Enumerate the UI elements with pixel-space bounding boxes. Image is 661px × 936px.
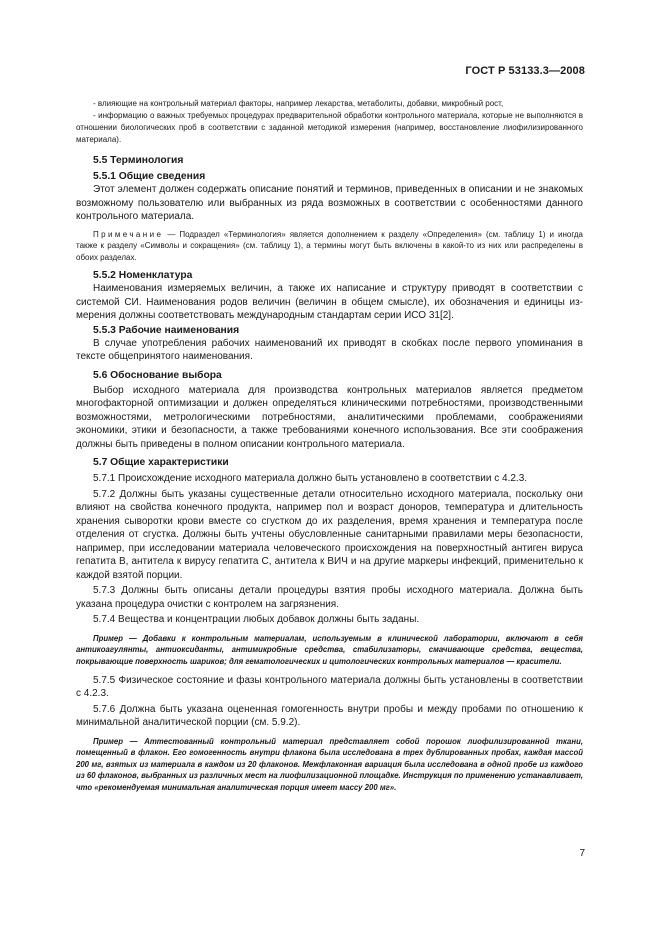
page-content xyxy=(76,98,583,794)
paragraph-5-7-3: 5.7.3 Должны быть описаны детали процедуры взятия пробы исходного материала. Должна быть указана процедура очистки с контролем на загрязнения. xyxy=(76,585,583,610)
note-label: Примечание xyxy=(93,229,164,239)
section-heading-5-5: 5.5 Терминология xyxy=(93,155,184,166)
paragraph-5-6: Выбор исходного материала для производства контрольных материалов является предметом многофакторной оптимизации и должен определяться клиническими потребностями, производственными возможностями, метрологическими потребностями, аналитическими проблемами, соображениями экономики, этики и безопасности, а также требованиями конечного использования. Все эти соображения должны быть приведены в полном описании контрольного материала. xyxy=(76,384,583,450)
note-text: — Подраздел «Терминология» является дополнением к разделу «Определения» (см. таблицу 1) и иногда также к разделу «Символы и сокращения» (см. таблицу 1), а термины могут быть включены в какой-то из них или распределены в обоих разделах. xyxy=(76,229,583,262)
example-paragraph: Пример — Аттестованный контрольный материал представляет собой порошок лиофилизированной ткани, помещенный в флакон. Его гомогенность внутри флакона была исследована в трех дублированных пробах, каждая массой 200 мг, взятых из материала в каждом из 20 флаконов. Межфлаконная вариация была исследована в одной пробе из каждого из 60 флаконов, выбранных из различных мест на лиофилизационной площадке. Инструкция по применению устанавливает, что «рекомендуемая минимальная аналитическая порция имеет массу 200 мг». xyxy=(76,736,583,792)
list-item: - информацию о важных требуемых процедурах предварительной обработки контрольного материала, которые не выполняются в отношении биологических проб в соответствии с заданной методикой измерения (например, восстановление лиофилизированного материала). xyxy=(76,111,583,144)
section-heading-5-6: 5.6 Обоснование выбора xyxy=(93,369,222,381)
note-paragraph xyxy=(76,229,583,264)
example-paragraph: Пример — Добавки к контрольным материалам, используемым в клинической лаборатории, включают в себя антикоагулянты, антиоксиданты, антимикробные средства, стабилизаторы, смачивающие средства, вещества, покрывающие поверхность шариков; для гематологических и цитологических контрольных материалов — красители. xyxy=(76,633,583,666)
page-number: 7 xyxy=(579,848,585,859)
paragraph-5-7-6: 5.7.6 Должна быть указана оцененная гомогенность внутри пробы и между пробами по отношению к минимальной аналитической порции (см. 5.9.2). xyxy=(76,703,583,729)
section-heading-5-5-2: 5.5.2 Номенклатура xyxy=(93,270,193,282)
section-heading-5-5-3: 5.5.3 Рабочие наименования xyxy=(93,324,240,336)
list-item: - влияющие на контрольный материал факторы, например лекарства, метаболиты, добавки, микробный рост, xyxy=(93,99,504,108)
section-heading-5-7: 5.7 Общие характеристики xyxy=(93,457,229,469)
paragraph-5-7-4: 5.7.4 Вещества и концентрации любых добавок должны быть заданы. xyxy=(93,614,420,626)
section-heading-5-5-1: 5.5.1 Общие сведения xyxy=(93,171,206,182)
document-code: ГОСТ Р 53133.3—2008 xyxy=(465,65,585,77)
paragraph-5-7-5: 5.7.5 Физическое состояние и фазы контрольного материала должны быть установлены в соответствии с 4.2.3. xyxy=(76,674,583,700)
paragraph-5-5-2: Наименования измеряемых величин, а также их написание и структуру приводят в соответствии с системой СИ. Наименования родов величин (величин в общем смысле), их обозначения и единицы измерения должны соответствовать международным стандартам серии ИСО 31[2]. xyxy=(76,283,583,322)
paragraph-5-5-3: В случае употребления рабочих наименований их приводят в скобках после первого упоминания в тексте общепринятого наименования. xyxy=(76,337,583,363)
paragraph-5-7-2: 5.7.2 Должны быть указаны существенные детали относительно исходного материала, поскольку они влияют на свойства конечного продукта, например пол и возраст доноров, температура и длительность хранения сыворотки крови вместе со сгустком до их разделения, время хранения и температура после отделения от сгустка. Должны быть учтены обусловленные санитарными правилами меры безопасности, например, при исследовании материала человеческого происхождения на поверхностный антиген вируса гепатита В, антитела к вирусу гепатита С, антитела к ВИЧ и на другие маркеры инфекций, применительно к каждой взятой порции. xyxy=(76,488,583,581)
paragraph-5-5-1: Этот элемент должен содержать описание понятий и терминов, приведенных в описании и не знакомых возможному пользователю или выбранных из ряда возможных в соответствии с особенностями данного контрольного материала. xyxy=(76,184,583,222)
paragraph-5-7-1: 5.7.1 Происхождение исходного материала должно быть установлено в соответствии с 4.2.3. xyxy=(93,473,528,485)
